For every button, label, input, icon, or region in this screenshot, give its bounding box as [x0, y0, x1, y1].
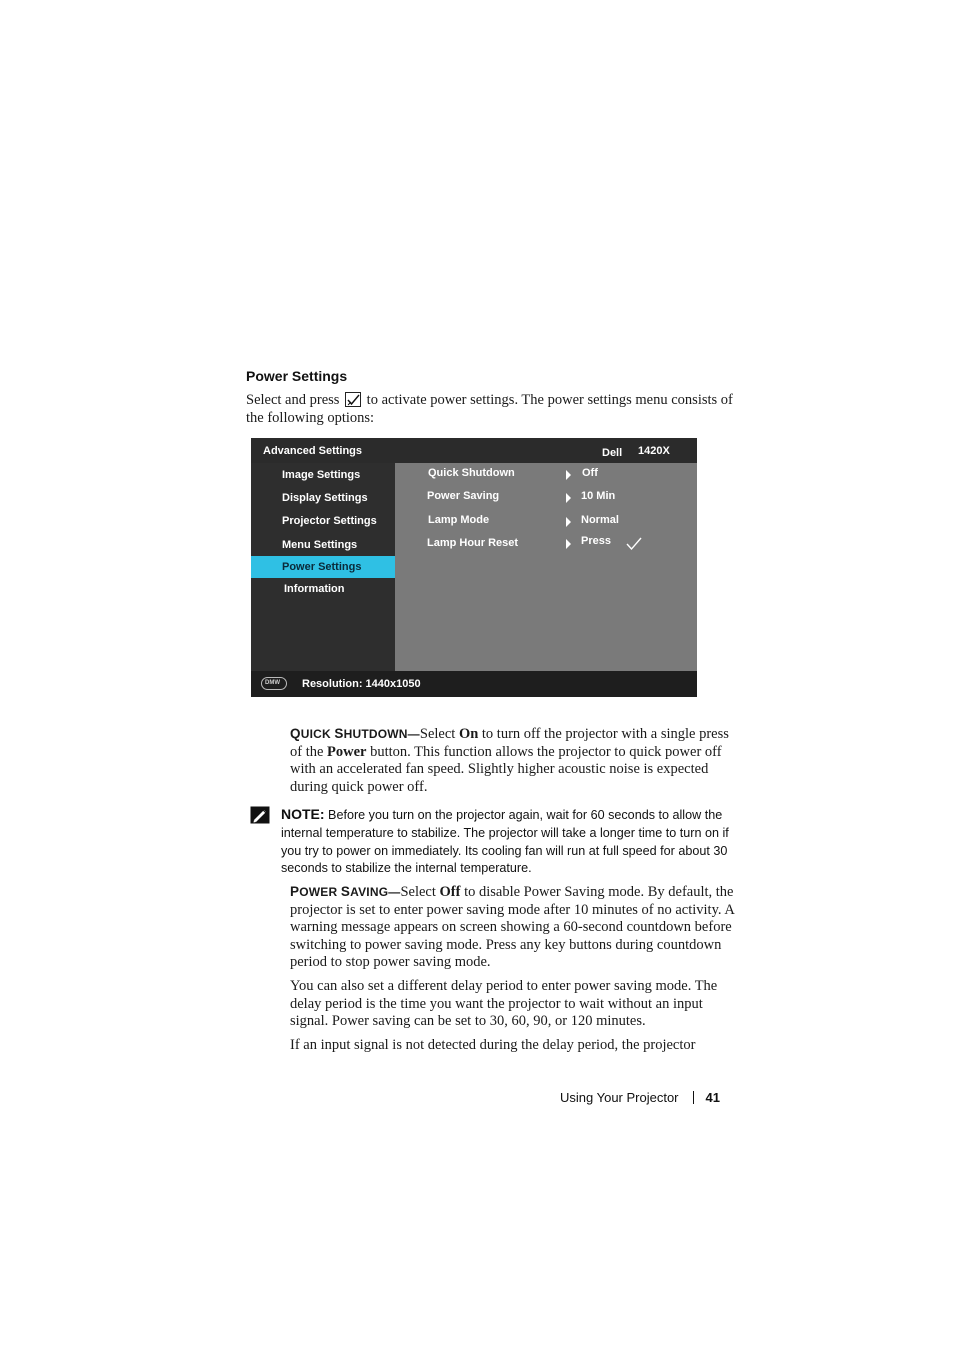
projector-logo-icon: DMW [261, 677, 287, 690]
osd-resolution: Resolution: 1440x1050 [302, 678, 421, 690]
text: Select [419, 726, 459, 742]
osd-status-bar [251, 671, 697, 697]
osd-option-quick-shutdown[interactable]: Quick Shutdown [428, 467, 515, 479]
osd-value-quick-shutdown: Off [582, 467, 598, 479]
arrow-right-icon [566, 493, 571, 503]
confirm-check-icon [345, 392, 361, 407]
osd-value-power-saving: 10 Min [581, 490, 616, 502]
osd-menu-item-information[interactable]: Information [284, 583, 345, 595]
option-on: On [458, 726, 479, 742]
term-quick-shutdown: QUICK SHUTDOWN— [290, 726, 420, 741]
text: Select [400, 884, 440, 900]
note-text: Before you turn on the projector again, wait for 60 seconds to allow the internal temperature to stabilize. The projector will take a longer time to turn on if you try to power on immediately. Its cooling fan will run at full speed for about 30 seconds to stabilize the internal temperature. [281, 808, 729, 876]
term-power-saving: POWER SAVING— [290, 884, 401, 899]
intro-text-before: Select and press [246, 392, 340, 408]
osd-menu-item-display-settings[interactable]: Display Settings [282, 492, 368, 504]
delay-paragraph: You can also set a different delay period to enter power saving mode. The delay period is the time you want the projector to wait without an input signal. Power saving can be set to 30, 60, 90, or 120 minutes. [290, 978, 718, 1030]
osd-title: Advanced Settings [263, 445, 363, 457]
quick-shutdown-paragraph [290, 725, 736, 796]
text: to turn off the projector with a single press of the [290, 726, 729, 760]
intro-text-after: to activate power settings. The power settings menu consists of the following options: [246, 392, 733, 426]
osd-model: 1420X [638, 445, 670, 457]
osd-value-lamp-hour-reset: Press [581, 535, 611, 547]
power-saving-paragraph [290, 883, 736, 972]
arrow-right-icon [566, 539, 571, 549]
note-pencil-icon [250, 806, 270, 824]
checkmark-icon [626, 537, 642, 551]
page-footer [560, 1090, 720, 1105]
section-heading: Power Settings [246, 368, 348, 384]
osd-menu-screenshot [251, 438, 697, 697]
footer-section: Using Your Projector [560, 1090, 679, 1105]
osd-title-bar [251, 438, 697, 463]
osd-option-lamp-mode[interactable]: Lamp Mode [428, 514, 490, 526]
power-button-name: Power [327, 743, 367, 760]
footer-divider [693, 1091, 694, 1104]
arrow-right-icon [566, 517, 571, 527]
osd-option-lamp-hour-reset[interactable]: Lamp Hour Reset [427, 537, 519, 549]
osd-option-power-saving[interactable]: Power Saving [427, 490, 500, 502]
arrow-right-icon [566, 470, 571, 480]
osd-sidebar [251, 463, 395, 671]
text: to disable Power Saving mode. By default, the projector is set to enter power saving mode after 10 minutes of no activity. A warning message appears on screen showing a 60-second countdown before switching to power saving mode. Press any key buttons during countdown period to stop power saving mode. [290, 884, 735, 971]
osd-menu-item-image-settings[interactable]: Image Settings [282, 469, 361, 481]
text: button. This function allows the projector to quick power off with an accelerated fan speed. Slightly higher acoustic noise is expected during quick power off. [290, 743, 722, 795]
note-label: NOTE: [281, 806, 325, 822]
osd-brand: Dell [602, 447, 623, 459]
osd-menu-item-menu-settings[interactable]: Menu Settings [282, 539, 358, 551]
signal-paragraph: If an input signal is not detected during the delay period, the projector [290, 1037, 696, 1053]
note-block [281, 806, 737, 878]
option-off: Off [439, 884, 461, 900]
osd-menu-item-power-settings[interactable]: Power Settings [251, 556, 395, 578]
osd-value-lamp-mode: Normal [581, 514, 619, 526]
page-number: 41 [705, 1090, 720, 1105]
osd-menu-item-projector-settings[interactable]: Projector Settings [282, 515, 377, 527]
intro-paragraph [246, 392, 736, 427]
